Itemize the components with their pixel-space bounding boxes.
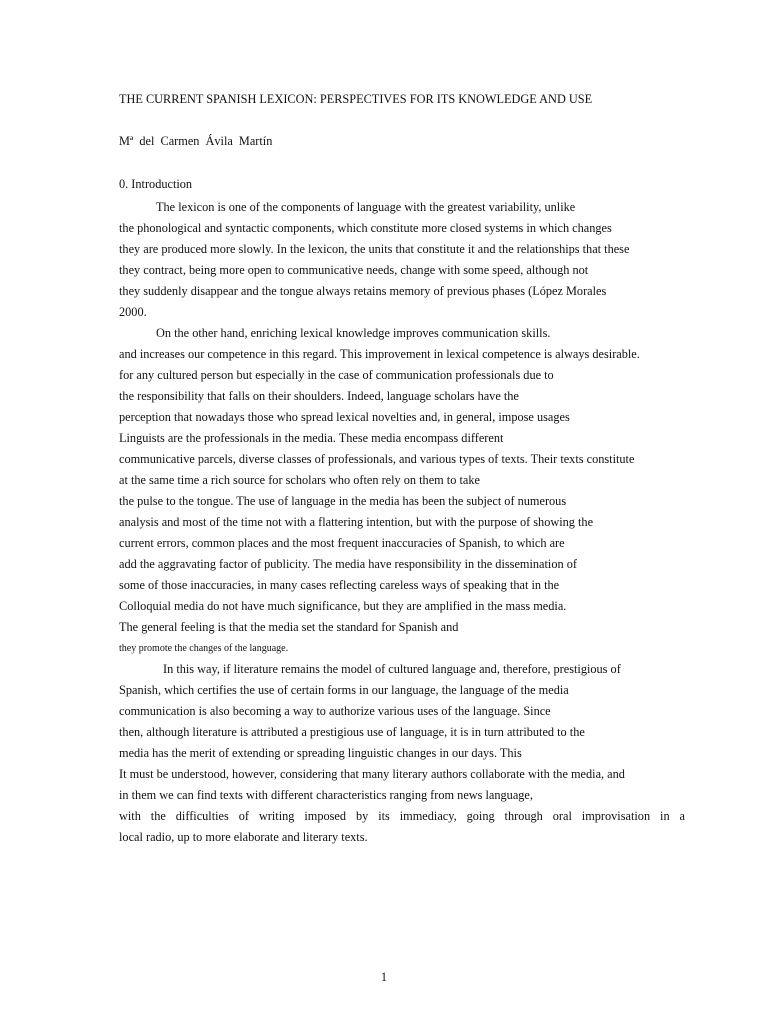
- text-line: communication is also becoming a way to authorize various uses of the language. Since: [119, 704, 551, 718]
- text-line: they promote the changes of the language.: [119, 643, 289, 654]
- text-line: add the aggravating factor of publicity. The media have responsibility in the dissemination of: [119, 557, 577, 571]
- text-line: current errors, common places and the most frequent inaccuracies of Spanish, to which are: [119, 536, 565, 550]
- text-line: some of those inaccuracies, in many cases reflecting careless ways of speaking that in the: [119, 578, 560, 592]
- page-number: 1: [380, 970, 388, 984]
- document-title: THE CURRENT SPANISH LEXICON: PERSPECTIVES FOR ITS KNOWLEDGE AND USE: [119, 92, 593, 106]
- text-line: communicative parcels, diverse classes of professionals, and various types of texts. Their texts constitute: [119, 452, 635, 466]
- text-line: they suddenly disappear and the tongue always retains memory of previous phases (López Morales: [119, 284, 607, 298]
- text-line: In this way, if literature remains the model of cultured language and, therefore, prestigious of: [163, 662, 621, 676]
- text-line: the phonological and syntactic components, which constitute more closed systems in which changes: [119, 221, 612, 235]
- text-line: analysis and most of the time not with a flattering intention, but with the purpose of showing the: [119, 515, 594, 529]
- text-line: media has the merit of extending or spreading linguistic changes in our days. This: [119, 746, 522, 760]
- text-line: On the other hand, enriching lexical knowledge improves communication skills.: [156, 326, 551, 340]
- text-line: The lexicon is one of the components of language with the greatest variability, unlike: [156, 200, 576, 214]
- text-line: they are produced more slowly. In the lexicon, the units that constitute it and the relationships that these: [119, 242, 630, 256]
- section-heading: 0. Introduction: [119, 177, 193, 191]
- text-line: Spanish, which certifies the use of certain forms in our language, the language of the media: [119, 683, 569, 697]
- text-line: the pulse to the tongue. The use of language in the media has been the subject of numerous: [119, 494, 567, 508]
- text-line: in them we can find texts with different characteristics ranging from news language,: [119, 788, 533, 802]
- body-text: [119, 197, 685, 848]
- text-line: the responsibility that falls on their shoulders. Indeed, language scholars have the: [119, 389, 519, 403]
- text-line: 2000.: [119, 305, 147, 319]
- text-line: they contract, being more open to communicative needs, change with some speed, although not: [119, 263, 589, 277]
- text-line: then, although literature is attributed a prestigious use of language, it is in turn attributed to the: [119, 725, 585, 739]
- text-line: for any cultured person but especially in the case of communication professionals due to: [119, 368, 554, 382]
- text-line: at the same time a rich source for scholars who often rely on them to take: [119, 473, 480, 487]
- text-line: local radio, up to more elaborate and literary texts.: [119, 830, 368, 844]
- text-line: The general feeling is that the media set the standard for Spanish and: [119, 620, 459, 634]
- text-line: perception that nowadays those who spread lexical novelties and, in general, impose usages: [119, 410, 570, 424]
- author-name: Mª del Carmen Ávila Martín: [119, 134, 273, 148]
- text-line: with the difficulties of writing imposed by its immediacy, going through oral improvisation in a: [119, 809, 685, 823]
- text-line: and increases our competence in this regard. This improvement in lexical competence is always desirable.: [119, 347, 640, 361]
- text-line: Colloquial media do not have much significance, but they are amplified in the mass media.: [119, 599, 567, 613]
- text-line: It must be understood, however, considering that many literary authors collaborate with the media, and: [119, 767, 625, 781]
- text-line: Linguists are the professionals in the media. These media encompass different: [119, 431, 504, 445]
